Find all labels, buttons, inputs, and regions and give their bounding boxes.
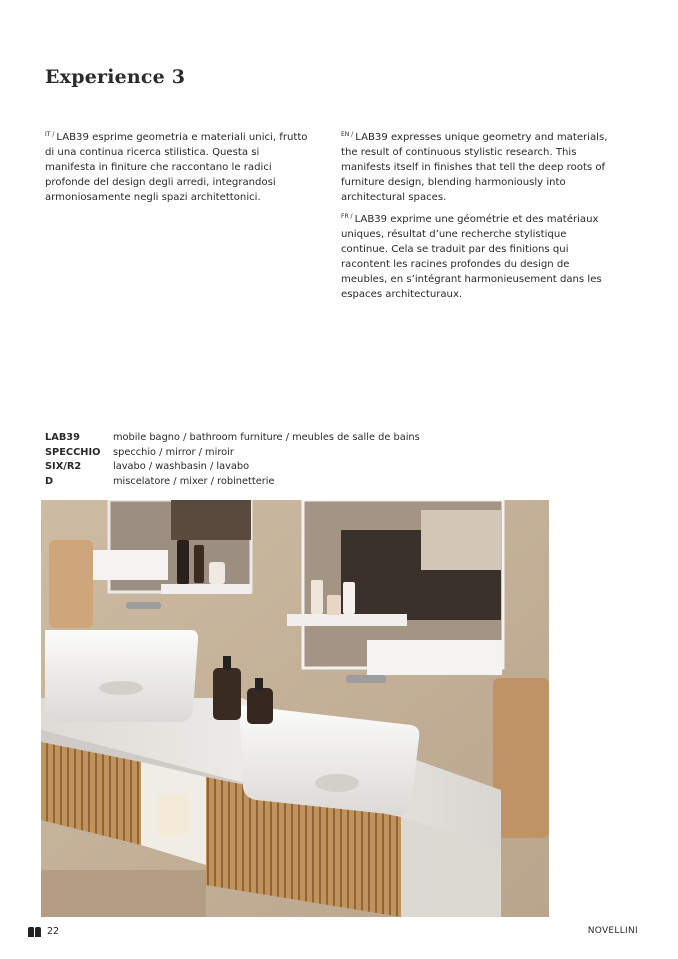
spec-row	[45, 475, 420, 490]
wall-shelf-right	[367, 640, 502, 675]
spec-code: D	[45, 475, 54, 487]
english-description	[341, 127, 616, 205]
washbasin-left	[45, 630, 198, 722]
spec-description: miscelatore / mixer / robinetterie	[113, 475, 275, 487]
spec-description: specchio / mirror / miroir	[113, 446, 234, 458]
wall-shelf-left	[86, 550, 168, 580]
lang-tag-fr: FR /	[341, 213, 353, 220]
italian-text: LAB39 esprime geometria e materiali unici, frutto di una continua ricerca stilistica. Questa si manifesta in finiture che raccontano le radici profonde del design degli arredi, integrandosi armoniosamente negli spazi architettonici.	[45, 132, 308, 203]
spec-code: SPECCHIO	[45, 446, 101, 458]
spec-description: mobile bagno / bathroom furniture / meubles de salle de bains	[113, 432, 420, 443]
faucet-left	[126, 602, 161, 609]
soap-bottle	[213, 668, 241, 720]
spec-row	[45, 460, 420, 475]
mirror-shelf-right	[287, 614, 407, 626]
bathroom-photo	[41, 500, 549, 917]
page-number: 22	[47, 926, 60, 937]
towel-right	[493, 678, 549, 838]
spec-code: LAB39	[45, 432, 80, 443]
spec-description: lavabo / washbasin / lavabo	[113, 461, 250, 473]
page-title: Experience 3	[45, 66, 186, 88]
brand-logo-icon	[28, 927, 41, 937]
french-text: LAB39 exprime une géométrie et des matériaux uniques, résultat d’une recherche stylistique continue. Cela se traduit par des finitions qui racontent les racines profondes du design de meubles, en s’intégrant harmonieusement dans les espaces architecturaux.	[341, 214, 602, 300]
spec-row	[45, 446, 420, 461]
soap-bottle	[247, 688, 273, 724]
italian-description	[45, 127, 310, 205]
page-footer-left	[28, 926, 59, 937]
product-spec-list	[45, 431, 420, 489]
spec-row	[45, 431, 420, 446]
towel-left	[49, 540, 93, 628]
lang-tag-en: EN /	[341, 131, 354, 138]
mirror-shelf-left	[161, 584, 251, 594]
lang-tag-it: IT /	[45, 131, 55, 138]
french-description	[341, 209, 616, 302]
spec-code: SIX/R2	[45, 461, 82, 473]
faucet-right	[346, 675, 386, 683]
english-text: LAB39 expresses unique geometry and materials, the result of continuous stylistic research. This manifests itself in finishes that tell the deep roots of furniture design, blending harmoniously into architectural spaces.	[341, 132, 608, 203]
brand-name: NOVELLINI	[587, 926, 638, 936]
